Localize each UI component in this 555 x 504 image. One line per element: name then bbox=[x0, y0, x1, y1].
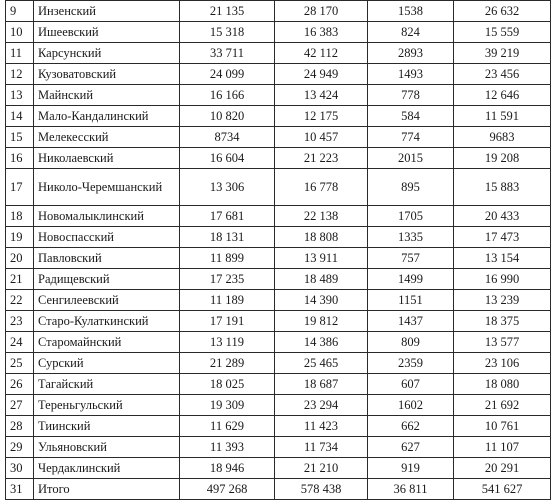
row-number: 25 bbox=[6, 353, 34, 374]
value-col-4: 20 291 bbox=[454, 458, 551, 479]
value-col-3: 1493 bbox=[368, 64, 454, 85]
row-number: 18 bbox=[6, 206, 34, 227]
value-col-3: 1499 bbox=[368, 269, 454, 290]
value-col-1: 11 629 bbox=[180, 416, 275, 437]
value-col-2: 21 210 bbox=[275, 458, 368, 479]
value-col-4: 19 208 bbox=[454, 148, 551, 169]
row-number: 12 bbox=[6, 64, 34, 85]
value-col-3: 919 bbox=[368, 458, 454, 479]
value-col-3: 1151 bbox=[368, 290, 454, 311]
value-col-1: 33 711 bbox=[180, 43, 275, 64]
value-col-1: 10 820 bbox=[180, 106, 275, 127]
table-row bbox=[6, 206, 551, 227]
value-col-1: 18 025 bbox=[180, 374, 275, 395]
value-col-1: 24 099 bbox=[180, 64, 275, 85]
value-col-3: 809 bbox=[368, 332, 454, 353]
value-col-4: 23 456 bbox=[454, 64, 551, 85]
value-col-2: 23 294 bbox=[275, 395, 368, 416]
table-row bbox=[6, 332, 551, 353]
district-name: Итого bbox=[34, 479, 180, 500]
district-name: Тагайский bbox=[34, 374, 180, 395]
district-name: Радищевский bbox=[34, 269, 180, 290]
table-row bbox=[6, 269, 551, 290]
value-col-4: 11 107 bbox=[454, 437, 551, 458]
table-row bbox=[6, 43, 551, 64]
value-col-2: 18 808 bbox=[275, 227, 368, 248]
district-name: Новоспасский bbox=[34, 227, 180, 248]
value-col-1: 11 393 bbox=[180, 437, 275, 458]
table-row bbox=[6, 395, 551, 416]
table-row bbox=[6, 169, 551, 206]
value-col-2: 10 457 bbox=[275, 127, 368, 148]
value-col-2: 25 465 bbox=[275, 353, 368, 374]
value-col-1: 17 681 bbox=[180, 206, 275, 227]
value-col-3: 662 bbox=[368, 416, 454, 437]
row-number: 21 bbox=[6, 269, 34, 290]
table-row bbox=[6, 416, 551, 437]
value-col-3: 1705 bbox=[368, 206, 454, 227]
row-number: 29 bbox=[6, 437, 34, 458]
value-col-2: 22 138 bbox=[275, 206, 368, 227]
table-row bbox=[6, 437, 551, 458]
table-row bbox=[6, 248, 551, 269]
value-col-1: 15 318 bbox=[180, 22, 275, 43]
value-col-2: 11 734 bbox=[275, 437, 368, 458]
value-col-1: 21 135 bbox=[180, 1, 275, 22]
value-col-1: 21 289 bbox=[180, 353, 275, 374]
district-name: Николаевский bbox=[34, 148, 180, 169]
district-name: Ишеевский bbox=[34, 22, 180, 43]
value-col-2: 14 390 bbox=[275, 290, 368, 311]
value-col-2: 18 687 bbox=[275, 374, 368, 395]
value-col-2: 12 175 bbox=[275, 106, 368, 127]
value-col-4: 13 239 bbox=[454, 290, 551, 311]
value-col-3: 1602 bbox=[368, 395, 454, 416]
value-col-1: 497 268 bbox=[180, 479, 275, 500]
district-name: Николо-Черемшанский bbox=[34, 169, 180, 206]
value-col-2: 18 489 bbox=[275, 269, 368, 290]
district-name: Старомайнский bbox=[34, 332, 180, 353]
value-col-2: 42 112 bbox=[275, 43, 368, 64]
value-col-4: 13 577 bbox=[454, 332, 551, 353]
value-col-2: 16 383 bbox=[275, 22, 368, 43]
value-col-4: 21 692 bbox=[454, 395, 551, 416]
table-row bbox=[6, 311, 551, 332]
value-col-1: 11 899 bbox=[180, 248, 275, 269]
table-row bbox=[6, 353, 551, 374]
table-row bbox=[6, 479, 551, 500]
value-col-3: 2893 bbox=[368, 43, 454, 64]
district-name: Инзенский bbox=[34, 1, 180, 22]
value-col-2: 11 423 bbox=[275, 416, 368, 437]
row-number: 11 bbox=[6, 43, 34, 64]
value-col-3: 824 bbox=[368, 22, 454, 43]
value-col-4: 12 646 bbox=[454, 85, 551, 106]
value-col-3: 757 bbox=[368, 248, 454, 269]
value-col-4: 18 375 bbox=[454, 311, 551, 332]
value-col-3: 584 bbox=[368, 106, 454, 127]
value-col-3: 36 811 bbox=[368, 479, 454, 500]
row-number: 28 bbox=[6, 416, 34, 437]
row-number: 16 bbox=[6, 148, 34, 169]
value-col-2: 14 386 bbox=[275, 332, 368, 353]
district-name: Ульяновский bbox=[34, 437, 180, 458]
value-col-2: 21 223 bbox=[275, 148, 368, 169]
table-row bbox=[6, 85, 551, 106]
value-col-4: 20 433 bbox=[454, 206, 551, 227]
row-number: 20 bbox=[6, 248, 34, 269]
value-col-1: 18 131 bbox=[180, 227, 275, 248]
table-row bbox=[6, 227, 551, 248]
value-col-4: 541 627 bbox=[454, 479, 551, 500]
value-col-1: 19 309 bbox=[180, 395, 275, 416]
row-number: 30 bbox=[6, 458, 34, 479]
value-col-4: 17 473 bbox=[454, 227, 551, 248]
table-row bbox=[6, 106, 551, 127]
district-name: Новомалыклинский bbox=[34, 206, 180, 227]
value-col-1: 16 604 bbox=[180, 148, 275, 169]
row-number: 24 bbox=[6, 332, 34, 353]
value-col-3: 627 bbox=[368, 437, 454, 458]
district-name: Сурский bbox=[34, 353, 180, 374]
row-number: 23 bbox=[6, 311, 34, 332]
table-row bbox=[6, 1, 551, 22]
value-col-4: 15 883 bbox=[454, 169, 551, 206]
value-col-3: 1538 bbox=[368, 1, 454, 22]
value-col-2: 13 911 bbox=[275, 248, 368, 269]
district-name: Кузоватовский bbox=[34, 64, 180, 85]
value-col-1: 16 166 bbox=[180, 85, 275, 106]
value-col-2: 16 778 bbox=[275, 169, 368, 206]
value-col-3: 1437 bbox=[368, 311, 454, 332]
value-col-4: 9683 bbox=[454, 127, 551, 148]
district-name: Мало-Кандалинский bbox=[34, 106, 180, 127]
value-col-3: 2359 bbox=[368, 353, 454, 374]
value-col-2: 13 424 bbox=[275, 85, 368, 106]
row-number: 9 bbox=[6, 1, 34, 22]
value-col-1: 17 191 bbox=[180, 311, 275, 332]
district-name: Тиинский bbox=[34, 416, 180, 437]
table-body bbox=[6, 1, 551, 500]
table-row bbox=[6, 22, 551, 43]
value-col-4: 11 591 bbox=[454, 106, 551, 127]
value-col-1: 13 306 bbox=[180, 169, 275, 206]
value-col-3: 774 bbox=[368, 127, 454, 148]
value-col-2: 578 438 bbox=[275, 479, 368, 500]
value-col-1: 17 235 bbox=[180, 269, 275, 290]
value-col-1: 18 946 bbox=[180, 458, 275, 479]
table-row bbox=[6, 290, 551, 311]
district-name: Майнский bbox=[34, 85, 180, 106]
value-col-3: 895 bbox=[368, 169, 454, 206]
district-name: Павловский bbox=[34, 248, 180, 269]
district-name: Тереньгульский bbox=[34, 395, 180, 416]
row-number: 15 bbox=[6, 127, 34, 148]
value-col-4: 10 761 bbox=[454, 416, 551, 437]
table-row bbox=[6, 127, 551, 148]
district-name: Мелекесский bbox=[34, 127, 180, 148]
value-col-4: 15 559 bbox=[454, 22, 551, 43]
value-col-3: 607 bbox=[368, 374, 454, 395]
district-name: Старо-Кулаткинский bbox=[34, 311, 180, 332]
row-number: 13 bbox=[6, 85, 34, 106]
value-col-4: 13 154 bbox=[454, 248, 551, 269]
value-col-1: 13 119 bbox=[180, 332, 275, 353]
value-col-1: 8734 bbox=[180, 127, 275, 148]
value-col-4: 18 080 bbox=[454, 374, 551, 395]
row-number: 26 bbox=[6, 374, 34, 395]
value-col-4: 39 219 bbox=[454, 43, 551, 64]
value-col-3: 2015 bbox=[368, 148, 454, 169]
district-name: Карсунский bbox=[34, 43, 180, 64]
table-row bbox=[6, 458, 551, 479]
value-col-3: 1335 bbox=[368, 227, 454, 248]
row-number: 22 bbox=[6, 290, 34, 311]
table-row bbox=[6, 64, 551, 85]
row-number: 17 bbox=[6, 169, 34, 206]
row-number: 31 bbox=[6, 479, 34, 500]
value-col-2: 19 812 bbox=[275, 311, 368, 332]
value-col-4: 16 990 bbox=[454, 269, 551, 290]
table-row bbox=[6, 148, 551, 169]
value-col-2: 24 949 bbox=[275, 64, 368, 85]
value-col-3: 778 bbox=[368, 85, 454, 106]
value-col-2: 28 170 bbox=[275, 1, 368, 22]
row-number: 14 bbox=[6, 106, 34, 127]
district-table bbox=[5, 0, 551, 500]
value-col-4: 26 632 bbox=[454, 1, 551, 22]
value-col-4: 23 106 bbox=[454, 353, 551, 374]
district-name: Чердаклинский bbox=[34, 458, 180, 479]
row-number: 27 bbox=[6, 395, 34, 416]
row-number: 19 bbox=[6, 227, 34, 248]
value-col-1: 11 189 bbox=[180, 290, 275, 311]
district-name: Сенгилеевский bbox=[34, 290, 180, 311]
row-number: 10 bbox=[6, 22, 34, 43]
table-row bbox=[6, 374, 551, 395]
